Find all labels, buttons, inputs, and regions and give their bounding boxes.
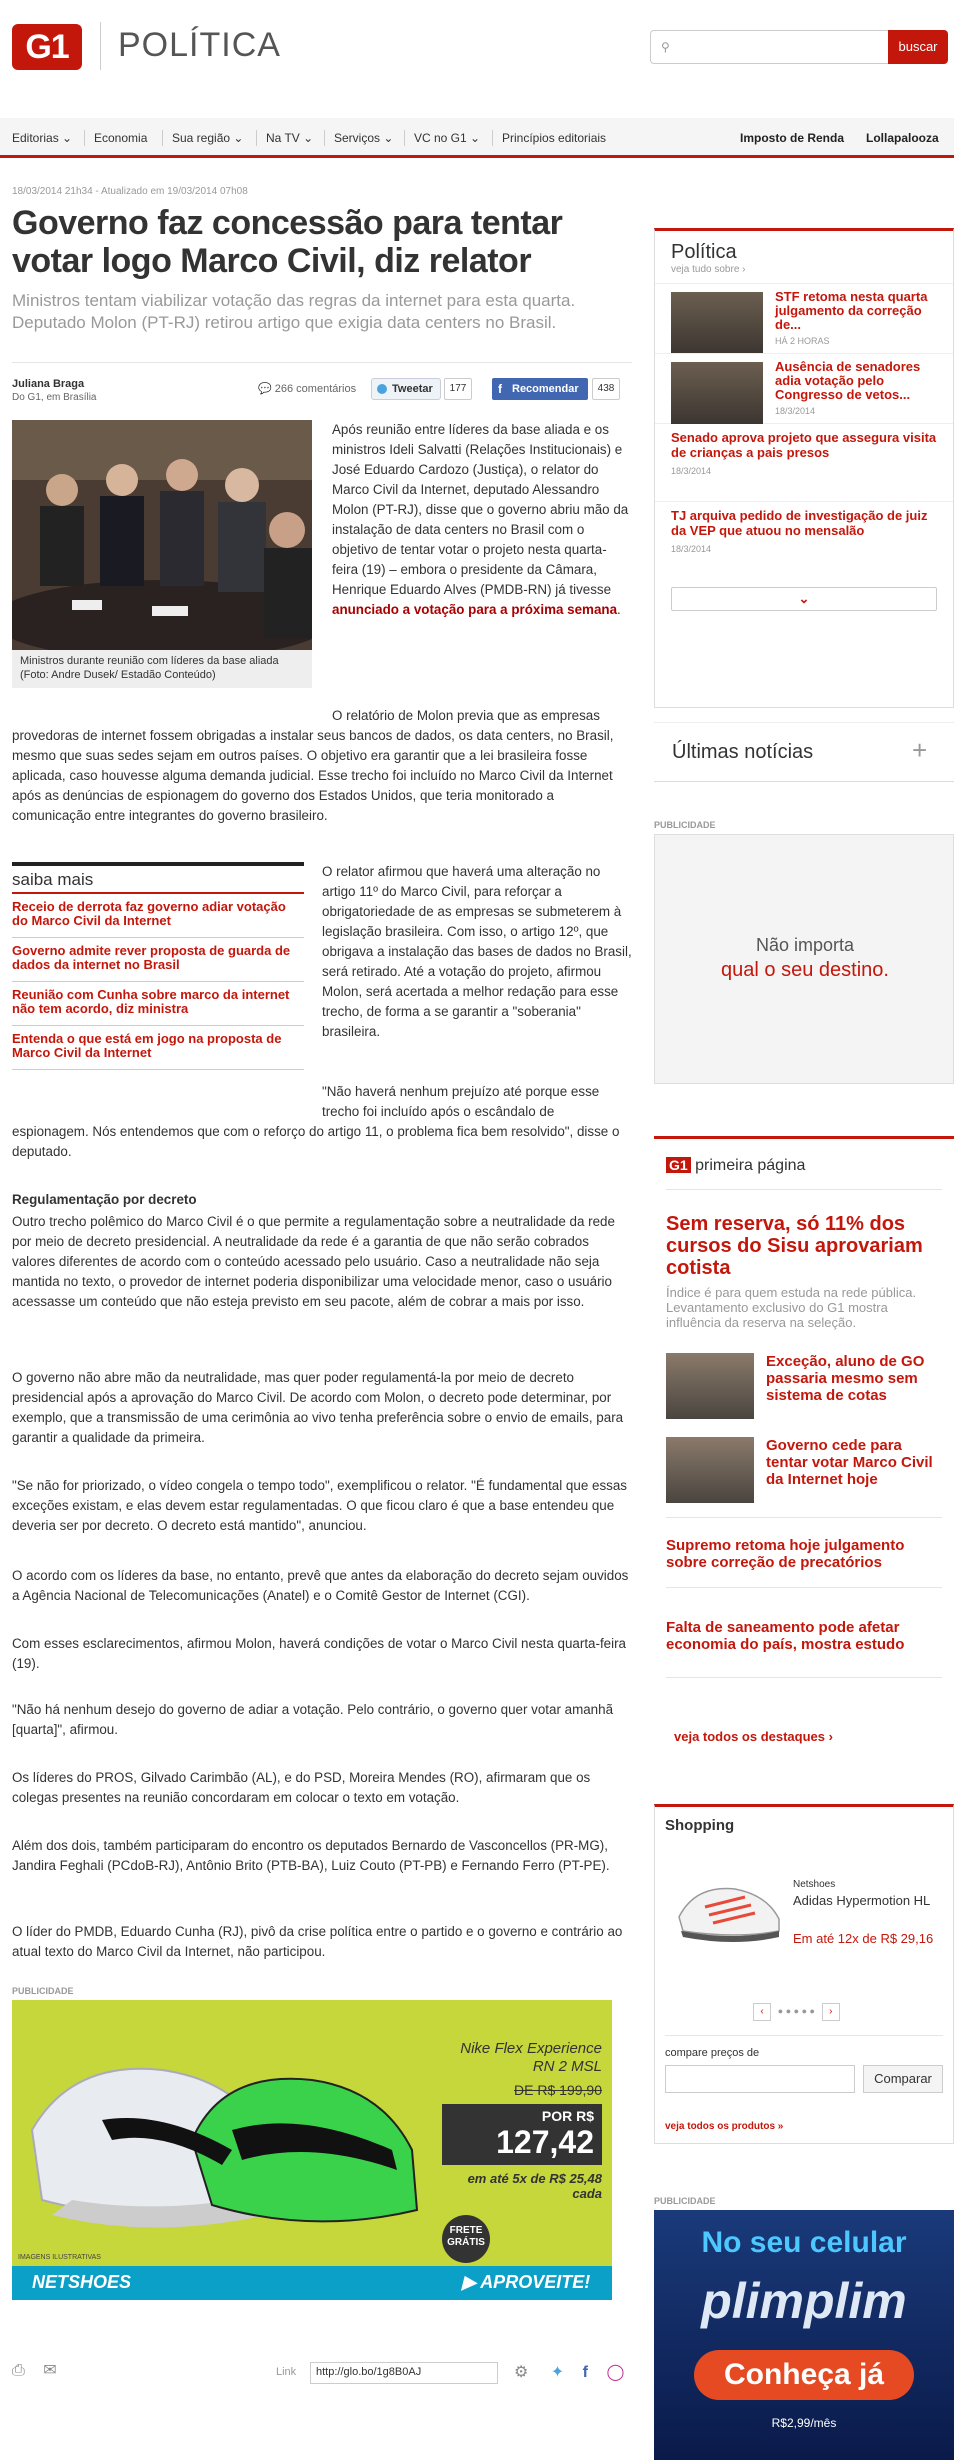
- article-photo[interactable]: [12, 420, 312, 680]
- politica-see-all[interactable]: veja tudo sobre ›: [671, 264, 746, 275]
- plimplim-logo: plimplim: [701, 2273, 907, 2329]
- primeira-pagina-header: G1 primeira página: [666, 1157, 805, 1175]
- divider: [12, 362, 632, 363]
- chevron-down-icon: ⌄: [798, 591, 810, 606]
- facebook-icon[interactable]: f: [582, 2364, 588, 2381]
- ad-label: PUBLICIDADE: [654, 2196, 716, 2206]
- saiba-mais-title: saiba mais: [12, 866, 304, 894]
- share-icons: [514, 2362, 624, 2382]
- plimplim-ad[interactable]: [654, 2210, 954, 2460]
- compare-label: compare preços de: [665, 2047, 760, 2059]
- load-more-button[interactable]: [671, 587, 937, 611]
- author-location: Do G1, em Brasília: [12, 392, 97, 403]
- photo-caption: Ministros durante reunião com líderes da base aliada (Foto: Andre Dusek/ Estadão Conteúdo): [12, 650, 312, 688]
- saiba-mais-link[interactable]: Governo admite rever proposta de guarda de dados da internet no Brasil: [12, 938, 304, 982]
- search-input[interactable]: [650, 30, 890, 64]
- featured-thumbnail: [666, 1353, 754, 1419]
- netshoes-logo: NETSHOES: [32, 2272, 132, 2292]
- search-button[interactable]: buscar: [888, 30, 948, 64]
- article-paragraph: espionagem. Nós entendemos que com o reforço do artigo 11, o problema fica bem resolvido", disse o deputado.: [12, 1124, 620, 1159]
- article-paragraph: O relator afirmou que haverá uma alteração no artigo 11º do Marco Civil, para reforçar a obrigatoriedade de as empresas se submeterem à legislação brasileira. Com isso, o artigo 12º, que obrigava a instalação das bases de dados no Brasil, será retirado. Até a votação do projeto, afirmou Molon, será acertada a melhor redação para esse trecho, de forma a se garantir a "soberania" brasileira.: [322, 864, 632, 1039]
- featured-title[interactable]: Exceção, aluno de GO passaria mesmo sem sistema de cotas: [766, 1353, 925, 1404]
- twitter-icon[interactable]: ✦: [550, 2364, 565, 2381]
- article-paragraph: O líder do PMDB, Eduardo Cunha (RJ), pivô da crise política entre o partido e o governo e contrário ao atual texto do Marco Civil da Internet, não participou.: [12, 1924, 623, 1959]
- g1-small-logo: G1: [666, 1157, 691, 1173]
- orkut-icon[interactable]: ◯: [606, 2364, 625, 2381]
- nav-principios[interactable]: Princípios editoriais: [502, 131, 607, 145]
- news-time: 18/3/2014: [671, 544, 712, 554]
- search-icon: ⚲: [661, 40, 670, 54]
- article-paragraph: Outro trecho polêmico do Marco Civil é o que permite a regulamentação sobre a neutralidade da rede por meio de decreto presidencial. A neutralidade da rede é a garantia de que não serão cobrados valores diferentes de acordo com o conteúdo acessado pelo usuário. Caso a neutralidade não seja mantida no texto, o provedor de internet poderia disponibilizar uma velocidade menor, caso o usuário acessasse um conteúdo que não esteja previsto em seu pacote, além de cobrar a mais por isso.: [12, 1214, 615, 1309]
- news-thumbnail: [671, 292, 763, 354]
- nav-vc-no-g1[interactable]: VC no G1 ⌄: [414, 131, 481, 145]
- plus-icon[interactable]: +: [912, 735, 928, 765]
- author-name: Juliana Braga: [12, 378, 85, 390]
- ad-cta[interactable]: ▶ APROVEITE!: [462, 2272, 591, 2292]
- article-headline: Governo faz concessão para tentar votar logo Marco Civil, diz relator: [12, 204, 563, 280]
- featured-link[interactable]: Supremo retoma hoje julgamento sobre correção de precatórios: [666, 1537, 905, 1571]
- main-headline[interactable]: Sem reserva, só 11% dos cursos do Sisu aprovariam cotista: [666, 1213, 923, 1279]
- ad-label: PUBLICIDADE: [12, 1986, 74, 1996]
- article-date: 18/03/2014 21h34 - Atualizado em 19/03/2014 07h08: [12, 186, 248, 197]
- divider: [666, 1677, 942, 1678]
- netshoes-ad[interactable]: [12, 2000, 612, 2300]
- divider: [666, 1517, 942, 1518]
- shoes-image: [12, 2000, 432, 2260]
- nav-imposto-de-renda[interactable]: Imposto de Renda: [740, 131, 845, 145]
- inline-link[interactable]: anunciado a votação para a próxima semana: [332, 602, 618, 617]
- article-paragraph: Os líderes do PROS, Gilvado Carimbão (AL), e do PSD, Moreira Mendes (RO), afirmaram que os colegas presentes na reunião concordaram em colocar o texto em votação.: [12, 1770, 591, 1805]
- article-paragraph: "Se não for priorizado, o vídeo congela o tempo todo", exemplificou o relator. "É fundamental que essas exceções existam, e elas devem estar regulamentadas. O que ficou claro é que a base entendeu que deveria ser por decreto. O decreto está mantido", anunciou.: [12, 1478, 627, 1533]
- news-item[interactable]: [655, 423, 953, 501]
- next-arrow-icon[interactable]: ›: [822, 2003, 840, 2021]
- news-title[interactable]: Senado aprova projeto que assegura visita de crianças a pais presos: [671, 430, 937, 460]
- ad-label: PUBLICIDADE: [654, 820, 716, 830]
- primeira-pagina-box: [654, 1136, 954, 1756]
- news-title[interactable]: TJ arquiva pedido de investigação de juiz da VEP que atuou no mensalão: [671, 508, 928, 538]
- shopping-box: [654, 1804, 954, 2144]
- divider: [666, 1189, 942, 1190]
- article-paragraph: O acordo com os líderes da base, no entanto, prevê que antes da elaboração do decreto sejam ouvidos a Agência Nacional de Telecomunicações (Anatel) e o Comitê Gestor de Internet (CGI).: [12, 1568, 629, 1603]
- news-thumbnail: [671, 362, 763, 424]
- short-link-field[interactable]: http://glo.bo/1g8B0AJ: [310, 2362, 498, 2384]
- like-count: 438: [592, 378, 620, 400]
- article-paragraph: "Não há nenhum desejo do governo de adiar a votação. Pelo contrário, o governo quer votar amanhã [quarta]", afirmou.: [12, 1702, 614, 1737]
- featured-link[interactable]: Falta de saneamento pode afetar economia do país, mostra estudo: [666, 1619, 905, 1653]
- product-name[interactable]: Adidas Hypermotion HL: [793, 1893, 931, 1908]
- politica-box: [654, 228, 954, 708]
- divider: [666, 1587, 942, 1588]
- destination-ad[interactable]: [654, 834, 954, 1084]
- article-paragraph: "Não haverá nenhum prejuízo até porque esse trecho foi incluído após o escândalo de: [322, 1084, 600, 1119]
- article-paragraph: Após reunião entre líderes da base aliada e os ministros Ideli Salvatti (Relações Institucionais) e José Eduardo Cardozo (Justiça), o relator do Marco Civil da Internet, deputado Alessandro Molon (PT-RJ), disse que o governo abriu mão da instalação de data centers no Brasil com o objetivo de tentar votar o projeto nesta quarta-feira (19) – embora o presidente da Câmara, Henrique Eduardo Alves (PMDB-RN) já tivesse anunciado a votação para a próxima semana.: [332, 422, 629, 617]
- featured-item[interactable]: [666, 1437, 942, 1507]
- ad-installments: em até 5x de R$ 25,48 cada: [467, 2171, 602, 2201]
- ad-line-2: qual o seu destino.: [721, 959, 889, 981]
- featured-thumbnail: [666, 1437, 754, 1503]
- ad-cta-button[interactable]: Conheça já: [694, 2350, 914, 2400]
- news-title[interactable]: Ausência de senadores adia votação pelo Congresso de vetos...: [775, 359, 921, 402]
- nav-divider: [324, 130, 325, 146]
- main-nav: [0, 118, 954, 158]
- see-all-highlights[interactable]: veja todos os destaques ›: [674, 1729, 833, 1744]
- nav-divider: [162, 130, 163, 146]
- store-name: Netshoes: [793, 1879, 836, 1890]
- tweet-button[interactable]: Tweetar: [371, 378, 441, 400]
- ultimas-title: Últimas notícias: [672, 741, 814, 763]
- product-price: Em até 12x de R$ 29,16: [793, 1931, 934, 1946]
- ultimas-noticias[interactable]: [654, 722, 954, 782]
- ad-line-1: Não importa: [755, 935, 855, 955]
- nav-divider: [404, 130, 405, 146]
- divider: [665, 2035, 943, 2036]
- shopping-title: Shopping: [665, 1817, 735, 1834]
- ad-price: R$2,99/mês: [771, 2416, 837, 2430]
- saiba-mais-link[interactable]: Entenda o que está em jogo na proposta de Marco Civil da Internet: [12, 1026, 304, 1070]
- ad-disclaimer: IMAGENS ILUSTRATIVAS: [18, 2254, 101, 2261]
- news-item[interactable]: [655, 353, 953, 423]
- article-paragraph: Com esses esclarecimentos, afirmou Molon, haverá condições de votar o Marco Civil nesta quarta-feira (19).: [12, 1636, 627, 1671]
- main-description: Índice é para quem estuda na rede pública. Levantamento exclusivo do G1 mostra influência da reserva na seleção.: [666, 1285, 917, 1330]
- compare-input[interactable]: [665, 2065, 855, 2093]
- prev-arrow-icon[interactable]: ‹: [753, 2003, 771, 2021]
- ad-price: 127,42: [496, 2124, 594, 2160]
- nav-na-tv[interactable]: Na TV ⌄: [266, 131, 314, 145]
- article-paragraph: O governo não abre mão da neutralidade, mas quer poder regulamentá-la por meio de decreto presidencial após a aprovação do Marco Civil. De acordo com Molon, o decreto pode determinar, por exemplo, que a transmissão de uma cerimônia ao vivo tenha preferência sobre o envio de emails, para garantir a qualidade da primeira.: [12, 1370, 624, 1445]
- free-shipping-badge: FRETE GRÁTIS: [442, 2215, 490, 2263]
- logo-divider: [100, 22, 101, 70]
- news-time: 18/3/2014: [775, 406, 816, 416]
- featured-title[interactable]: Governo cede para tentar votar Marco Civil da Internet hoje: [766, 1437, 933, 1488]
- article-paragraph: Além dos dois, também participaram do encontro os deputados Bernardo de Vasconcellos (PR-MG), Jandira Feghali (PCdoB-RJ), Antônio Brito (PTB-BA), Luiz Couto (PT-PB) e Fernando Ferro (PT-PE).: [12, 1838, 610, 1873]
- article-subtitle: Regulamentação por decreto: [12, 1192, 197, 1207]
- ad-product-name: Nike Flex Experience RN 2 MSL: [460, 2040, 602, 2075]
- ad-old-price: DE R$ 199,90: [514, 2082, 602, 2098]
- pager-dots[interactable]: ● ● ● ● ●: [777, 2006, 815, 2016]
- news-time: 18/3/2014: [671, 466, 712, 476]
- page-header: [0, 0, 966, 100]
- featured-item[interactable]: [666, 1353, 942, 1423]
- ad-price-prefix: POR R$: [541, 2108, 594, 2124]
- ad-bottom-bar: [12, 2266, 612, 2300]
- saiba-mais-link[interactable]: Receio de derrota faz governo adiar votação do Marco Civil da Internet: [12, 894, 304, 938]
- nav-divider: [492, 130, 493, 146]
- nav-editorias[interactable]: Editorias ⌄: [12, 131, 73, 145]
- product-image[interactable]: [675, 1867, 783, 1947]
- article-subhead: Ministros tentam viabilizar votação das regras da internet para esta quarta. Deputado Molon (PT-RJ) retirou artigo que exigia data centers no Brasil.: [12, 291, 576, 332]
- see-all-products[interactable]: veja todos os produtos »: [665, 2121, 784, 2132]
- news-item[interactable]: [655, 501, 953, 579]
- article-tools: [12, 2360, 57, 2380]
- nav-economia[interactable]: Economia: [94, 131, 148, 145]
- news-time: HÁ 2 HORAS: [775, 336, 830, 346]
- article-paragraph: O relatório de Molon previa que as empresas provedoras de internet fossem obrigadas a instalar seus bancos de dados, os data centers, no Brasil, mesmo que suas sedes sejam em outros países. O objetivo era garantir que a lei brasileira fosse aplicada, caso houvesse alguma demanda judicial. Esse trecho foi incluído no Marco Civil da Internet após as denúncias de espionagem do governo dos Estados Unidos, que teria monitorado a comunicação entre integrantes do governo brasileiro.: [12, 708, 614, 823]
- nav-lollapalooza[interactable]: Lollapalooza: [866, 131, 939, 145]
- recommend-button[interactable]: f Recomendar: [492, 378, 588, 400]
- news-title[interactable]: STF retoma nesta quarta julgamento da correção de...: [775, 289, 928, 332]
- politica-title[interactable]: Política: [671, 241, 737, 263]
- section-title[interactable]: POLÍTICA: [118, 26, 281, 64]
- nav-sua-regiao[interactable]: Sua região ⌄: [172, 131, 244, 145]
- g1-logo[interactable]: G1: [12, 24, 82, 70]
- tweet-count: 177: [444, 378, 472, 400]
- saiba-mais-link[interactable]: Reunião com Cunha sobre marco da internet não tem acordo, diz ministra: [12, 982, 304, 1026]
- print-icon[interactable]: ⎙: [12, 2362, 25, 2379]
- news-item[interactable]: [655, 283, 953, 353]
- ad-price-box: [442, 2040, 602, 2240]
- meeting-photo-illustration: [12, 420, 312, 650]
- email-icon[interactable]: ✉: [43, 2362, 57, 2379]
- nav-divider: [256, 130, 257, 146]
- ad-line-1: No seu celular: [701, 2226, 907, 2259]
- link-label: Link: [276, 2366, 297, 2378]
- nav-divider: [84, 130, 85, 146]
- saiba-mais-box: [12, 862, 304, 1070]
- nav-servicos[interactable]: Serviços ⌄: [334, 131, 394, 145]
- compare-button[interactable]: Comparar: [863, 2065, 943, 2093]
- carousel-pager: [753, 2003, 840, 2021]
- people-icon[interactable]: ⚙: [514, 2364, 529, 2381]
- comments-link[interactable]: 💬 266 comentários: [258, 383, 357, 395]
- comment-icon: 💬: [258, 383, 272, 395]
